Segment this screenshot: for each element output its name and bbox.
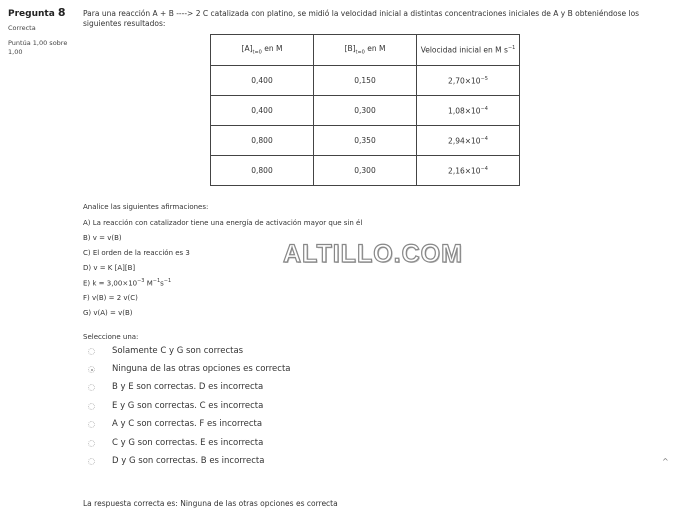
radio-icon[interactable] [88, 384, 95, 391]
radio-icon[interactable] [88, 440, 95, 447]
cell-a: 0,400 [211, 66, 314, 96]
question-info [8, 6, 74, 57]
cell-b: 0,150 [314, 66, 417, 96]
option-1[interactable] [88, 346, 243, 356]
table-header-row [211, 35, 520, 66]
option-label: Ninguna de las otras opciones es correcta [112, 364, 291, 374]
statement-g: G) v(A) = v(B) [83, 309, 133, 317]
radio-icon[interactable] [88, 421, 95, 428]
statement-c: C) El orden de la reacción es 3 [83, 249, 190, 257]
cell-velocity: $2,94\times 10^{-4}$ [417, 126, 520, 156]
table-row [211, 96, 520, 126]
cell-a: 0,400 [211, 96, 314, 126]
option-label: C y G son correctas. E es incorrecta [112, 438, 264, 448]
cell-velocity: $2,16\times 10^{-4}$ [417, 156, 520, 186]
table-row [211, 156, 520, 186]
rate-table [210, 34, 520, 186]
cell-b: 0,350 [314, 126, 417, 156]
cell-velocity: $2,70\times 10^{-5}$ [417, 66, 520, 96]
watermark-logo: ALTILLO.COM [283, 240, 463, 268]
question-content [83, 9, 663, 29]
statement-e: E) $k = 3,00\times 10^{-3}$ $M^{-1}s^{-1}$ [83, 278, 172, 288]
statement-f: F) v(B) = 2 v(C) [83, 294, 138, 302]
select-label: Seleccione una: [83, 333, 139, 341]
table-row [211, 66, 520, 96]
option-7[interactable] [88, 456, 264, 466]
cell-b: 0,300 [314, 156, 417, 186]
header-b: $[B]_{t=0}$ en M [314, 35, 417, 66]
scroll-up-icon[interactable]: ^ [662, 457, 669, 466]
option-label: Solamente C y G son correctas [112, 346, 244, 356]
cell-a: 0,800 [211, 126, 314, 156]
table-row [211, 126, 520, 156]
option-4[interactable] [88, 401, 263, 411]
option-6[interactable] [88, 438, 263, 448]
option-label: E y G son correctas. C es incorrecta [112, 401, 264, 411]
option-label: D y G son correctas. B es incorrecta [112, 456, 265, 466]
cell-a: 0,800 [211, 156, 314, 186]
option-2[interactable] [88, 364, 291, 374]
cell-velocity: $1,08\times 10^{-4}$ [417, 96, 520, 126]
statement-a: A) La reacción con catalizador tiene una energía de activación mayor que sin él [83, 219, 363, 227]
question-grade: Puntúa 1,00 sobre 1,00 [8, 39, 68, 56]
header-velocity: Velocidad inicial en M $s^{-1}$ [417, 35, 520, 66]
question-state: Correcta [8, 24, 36, 32]
statement-d: D) v = K [A][B] [83, 264, 136, 272]
option-label: B y E son correctas. D es incorrecta [112, 382, 264, 392]
option-label: A y C son correctas. F es incorrecta [112, 419, 263, 429]
correct-answer: La respuesta correcta es: Ninguna de las otras opciones es correcta [83, 499, 338, 508]
question-prompt: Para una reacción A + B ----> 2 C catalizada con platino, se midió la velocidad inicial a distintas concentraciones iniciales de A y B obteniéndose los siguientes resultados: [83, 9, 640, 28]
radio-icon[interactable] [88, 403, 95, 410]
cell-b: 0,300 [314, 96, 417, 126]
header-a: $[A]_{t=0}$ en M [211, 35, 314, 66]
statement-b: B) v = v(B) [83, 234, 122, 242]
radio-icon[interactable] [88, 348, 95, 355]
option-3[interactable] [88, 382, 263, 392]
option-5[interactable] [88, 419, 262, 429]
radio-selected-icon[interactable] [88, 366, 95, 373]
radio-icon[interactable] [88, 458, 95, 465]
analyze-title: Analice las siguientes afirmaciones: [83, 203, 209, 211]
question-number: Pregunta 8 [8, 6, 66, 19]
